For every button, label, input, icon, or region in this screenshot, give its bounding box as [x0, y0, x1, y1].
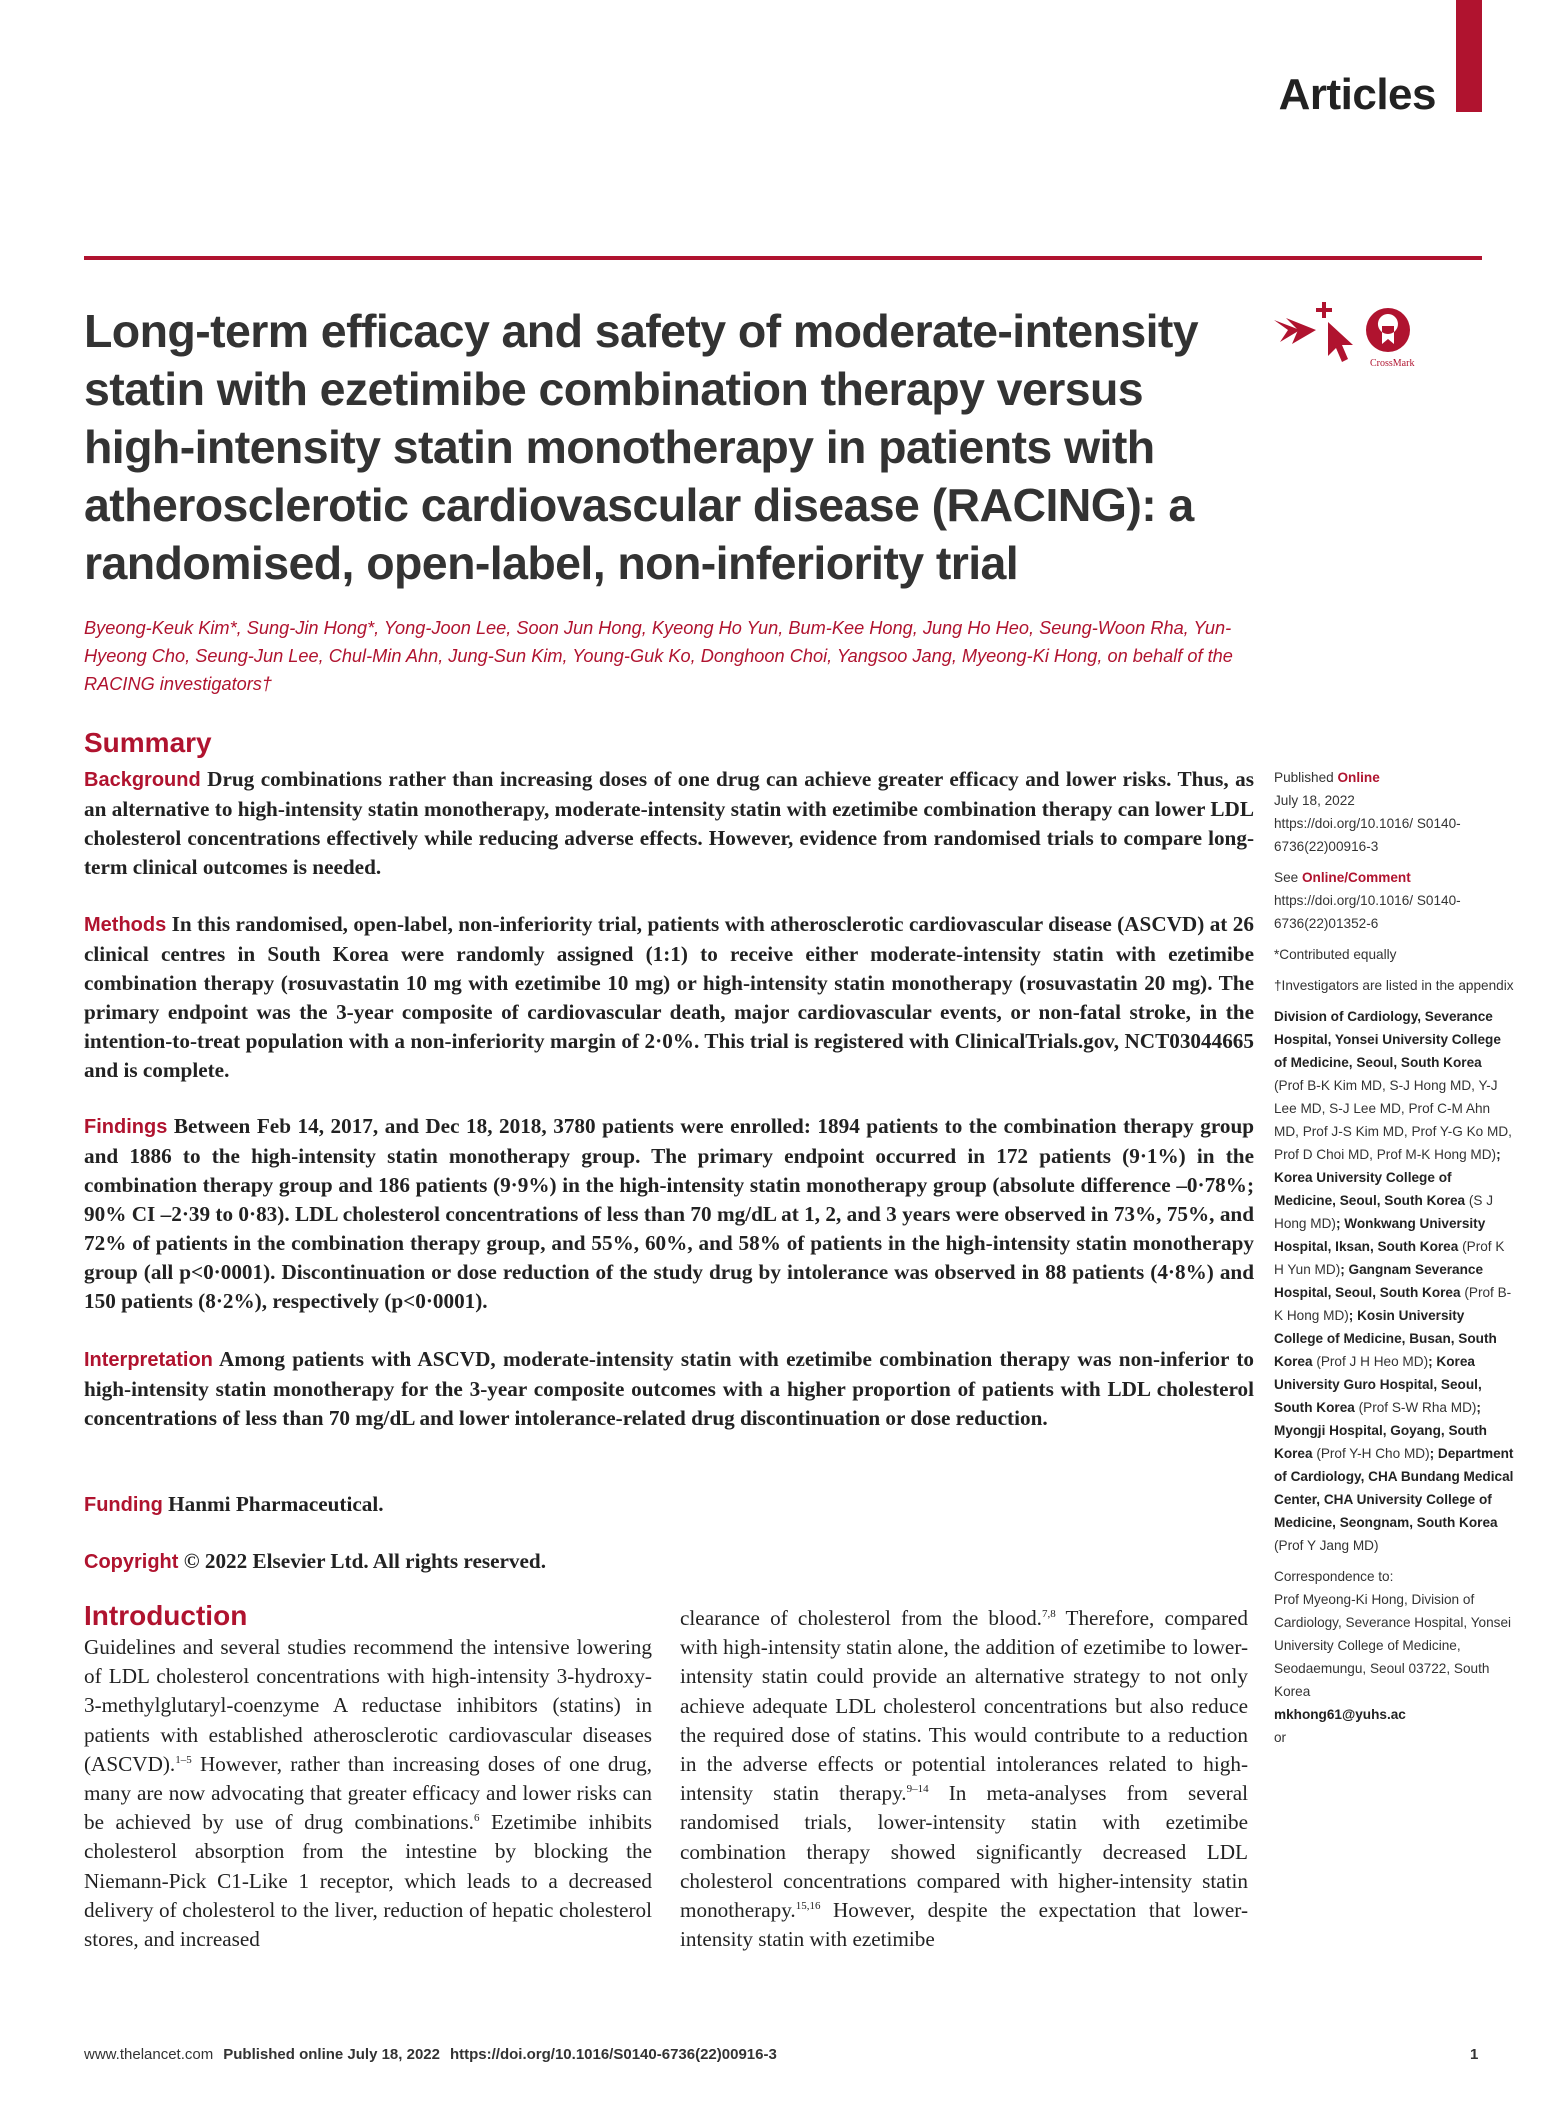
- affiliation-names: (Prof Y Jang MD): [1274, 1538, 1379, 1553]
- published-date: July 18, 2022: [1274, 793, 1355, 808]
- published-prefix: Published: [1274, 770, 1338, 785]
- affiliation-names: (Prof J H Heo MD): [1316, 1354, 1429, 1369]
- funding-label: Funding: [84, 1494, 163, 1516]
- background-text: Drug combinations rather than increasing doses of one drug can achieve greater efficacy and lower risks. Thus, as an alternative to high-intensity statin monotherapy, moderate-intensity statin with ezetimibe combination therapy can lower LDL cholesterol concentrations effectively while reducing adverse effects. However, evidence from randomised trials to compare long-term clinical outcomes is needed.: [84, 767, 1254, 879]
- reference-link[interactable]: 7,8: [1041, 1607, 1056, 1620]
- footer-doi-link[interactable]: https://doi.org/10.1016/S0140-6736(22)00916-3: [449, 2046, 777, 2063]
- corner-accent-bar: [1456, 0, 1482, 112]
- affiliation-institution: ; Wonkwang University Hospital, Iksan, South Korea: [1274, 1216, 1486, 1254]
- correspondence: [1274, 1565, 1514, 1749]
- article-title: Long-term efficacy and safety of moderate-intensity statin with ezetimibe combination therapy versus high-intensity statin monotherapy in patients with atherosclerotic cardiovascular disease (RACING): a randomised, open-label, non-inferiority trial: [84, 305, 1199, 589]
- affiliation-names: (Prof B-K Kim MD, S-J Hong MD, Y-J Lee MD, S-J Lee MD, Prof C-M Ahn MD, Prof J-S Kim MD, Prof Y-G Ko MD, Prof D Choi MD, Prof M-K Hong MD): [1274, 1078, 1512, 1162]
- published-doi-link[interactable]: https://doi.org/10.1016/ S0140-6736(22)00916-3: [1274, 816, 1461, 854]
- correspondence-address: Prof Myeong-Ki Hong, Division of Cardiology, Severance Hospital, Yonsei University College of Medicine, Seodaemungu, Seoul 03722, South Korea: [1274, 1592, 1512, 1699]
- affiliations: [1274, 1005, 1514, 1557]
- affiliation-institution: ; Myongji Hospital, Goyang, South Korea: [1274, 1400, 1487, 1461]
- interpretation-text: Among patients with ASCVD, moderate-intensity statin with ezetimibe combination therapy was non-inferior to high-intensity statin monotherapy for the 3-year composite outcomes with a higher proportion of patients with LDL cholesterol concentrations of less than 70 mg/dL and lower intolerance-related drug discontinuation or dose reduction.: [84, 1347, 1254, 1430]
- background-label: Background: [84, 769, 201, 791]
- methods-text: In this randomised, open-label, non-inferiority trial, patients with atherosclerotic cardiovascular disease (ASCVD) at 26 clinical centres in South Korea were randomly assigned (1:1) to receive either moderate-intensity statin with ezetimibe combination therapy (rosuvastatin 10 mg with ezetimibe 10 mg) or high-intensity statin monotherapy (rosuvastatin 20 mg). The primary endpoint was the 3-year composite of cardiovascular death, major cardiovascular events, or non-fatal stroke, in the intention-to-treat population with a non-inferiority margin of 2·0%. This trial is registered with ClinicalTrials.gov, NCT03044665 and is complete.: [84, 912, 1254, 1082]
- published-online-link[interactable]: Online: [1337, 770, 1380, 785]
- page-number: 1: [1470, 2046, 1479, 2063]
- correspondence-label: Correspondence to:: [1274, 1569, 1394, 1584]
- footer-published: Published online July 18, 2022: [223, 2046, 440, 2063]
- funding-text: Hanmi Pharmaceutical.: [168, 1492, 384, 1516]
- cursor-icon: [1328, 322, 1353, 362]
- intro-text: clearance of cholesterol from the blood.: [680, 1606, 1042, 1630]
- see-prefix: See: [1274, 870, 1302, 885]
- intro-text: However, rather than increasing doses of one drug, many are now advocating that greater efficacy and lower risks can be achieved by use of drug combinations.: [84, 1751, 652, 1835]
- affiliation-institution: ; Department of Cardiology, CHA Bundang Medical Center, CHA University College of Medicine, Seongnam, South Korea: [1274, 1446, 1514, 1530]
- header-rule: [84, 256, 1482, 260]
- copyright-label: Copyright: [84, 1551, 179, 1573]
- introduction-column-2: [680, 1604, 1248, 1954]
- reference-link[interactable]: 6: [473, 1812, 480, 1825]
- affiliation-institution: ; Korea University College of Medicine, Seoul, South Korea: [1274, 1147, 1501, 1208]
- footer-site-link[interactable]: www.thelancet.com: [84, 2046, 214, 2063]
- affiliation-names: (Prof Y-H Cho MD): [1316, 1446, 1430, 1461]
- summary-heading: Summary: [84, 727, 212, 758]
- findings-label: Findings: [84, 1116, 168, 1138]
- contributed-note: *Contributed equally: [1274, 947, 1397, 962]
- intro-text: Therefore, compared with high-intensity statin alone, the addition of ezetimibe to lower-intensity statin could provide an alternative strategy to not only achieve adequate LDL cholesterol concentrations but also reduce the required dose of statins. This would contribute to a reduction in the adverse effects or potential intolerances related to high-intensity statin therapy.: [680, 1606, 1248, 1806]
- affiliation-institution: ; Korea University Guro Hospital, Seoul, South Korea: [1274, 1354, 1482, 1415]
- page-footer: [84, 2046, 777, 2063]
- published-note: [1274, 766, 1514, 858]
- investigators-note: †Investigators are listed in the appendix: [1274, 978, 1514, 993]
- reference-link[interactable]: 1–5: [175, 1753, 192, 1766]
- interpretation-label: Interpretation: [84, 1349, 213, 1371]
- abstract-methods: [84, 910, 1254, 1085]
- sidebar-notes: [1274, 766, 1514, 1757]
- abstract-copyright: [84, 1547, 1254, 1577]
- abstract-interpretation: [84, 1345, 1254, 1433]
- author-list: Byeong-Keuk Kim*, Sung-Jin Hong*, Yong-Joon Lee, Soon Jun Hong, Kyeong Ho Yun, Bum-Kee Hong, Jung Ho Heo, Seung-Woon Rha, Yun-Hyeong Cho, Seung-Jun Lee, Chul-Min Ahn, Jung-Sun Kim, Young-Guk Ko, Donghoon Choi, Yangsoo Jang, Myeong-Ki Hong, on behalf of the RACING investigators†: [84, 618, 1233, 694]
- copyright-text: © 2022 Elsevier Ltd. All rights reserved.: [183, 1549, 546, 1573]
- methods-label: Methods: [84, 914, 167, 936]
- affiliation-names: (S J Hong MD): [1274, 1193, 1494, 1231]
- online-comment-link[interactable]: Online/Comment: [1301, 870, 1411, 885]
- crossmark-label: CrossMark: [1370, 358, 1415, 369]
- findings-text: Between Feb 14, 2017, and Dec 18, 2018, 3780 patients were enrolled: 1894 patients to the combination therapy group and 1886 to the high-intensity statin monotherapy group. The primary endpoint occurred in 172 patients (9·1%) in the combination therapy group and 186 patients (9·9%) in the high-intensity statin monotherapy group (absolute difference –0·78%; 90% CI –2·39 to 0·83). LDL cholesterol concentrations of less than 70 mg/dL at 1, 2, and 3 years were observed in 73%, 75%, and 72% of patients in the combination therapy group, and 55%, 60%, and 58% of patients in the high-intensity statin monotherapy group (all p<0·0001). Discontinuation or dose reduction of the study drug by intolerance was observed in 88 patients (4·8%) and 150 patients (8·2%), respectively (p<0·0001).: [84, 1114, 1255, 1313]
- reference-link[interactable]: 15,16: [795, 1899, 821, 1912]
- abstract-funding: [84, 1490, 1254, 1520]
- affiliation-names: (Prof S-W Rha MD): [1358, 1400, 1477, 1415]
- comment-doi-link[interactable]: https://doi.org/10.1016/ S0140-6736(22)01352-6: [1274, 893, 1461, 931]
- intro-text: However, despite the expectation that lower-intensity statin with ezetimibe: [680, 1898, 1248, 1952]
- affiliation-institution: ; Kosin University College of Medicine, Busan, South Korea: [1274, 1308, 1497, 1369]
- affiliation-names: (Prof K H Yun MD): [1274, 1239, 1505, 1277]
- introduction-heading: Introduction: [84, 1600, 248, 1631]
- correspondence-email-link[interactable]: mkhong61@yuhs.ac: [1274, 1707, 1406, 1722]
- affiliation-institution: ; Gangnam Severance Hospital, Seoul, South Korea: [1274, 1262, 1484, 1300]
- reference-link[interactable]: 9–14: [906, 1783, 929, 1796]
- intro-text: Guidelines and several studies recommend the intensive lowering of LDL cholesterol concentrations with high-intensity 3-hydroxy-3-methylglutaryl-coenzyme A reductase inhibitors (statins) in patients with established atherosclerotic cardiovascular diseases (ASCVD).: [84, 1635, 652, 1776]
- affiliation-institution: Division of Cardiology, Severance Hospital, Yonsei University College of Medicine, Seoul, South Korea: [1274, 1009, 1501, 1070]
- affiliation-names: (Prof B-K Hong MD): [1274, 1285, 1512, 1323]
- abstract-background: [84, 765, 1254, 882]
- see-comment-note: [1274, 866, 1514, 935]
- intro-text: Ezetimibe inhibits cholesterol absorption from the intestine by blocking the Niemann-Pick C1-Like 1 receptor, which leads to a decreased delivery of cholesterol to the liver, reduction of hepatic cholesterol stores, and increased: [84, 1810, 652, 1952]
- correspondence-or: or: [1274, 1730, 1287, 1745]
- intro-text: In meta-analyses from several randomised trials, lower-intensity statin with ezetimibe combination therapy showed significantly decreased LDL cholesterol concentrations compared with higher-intensity statin monotherapy.: [680, 1781, 1248, 1923]
- introduction-column-1: [84, 1633, 652, 1954]
- abstract-findings: [84, 1112, 1254, 1316]
- section-label: Articles: [1278, 70, 1436, 119]
